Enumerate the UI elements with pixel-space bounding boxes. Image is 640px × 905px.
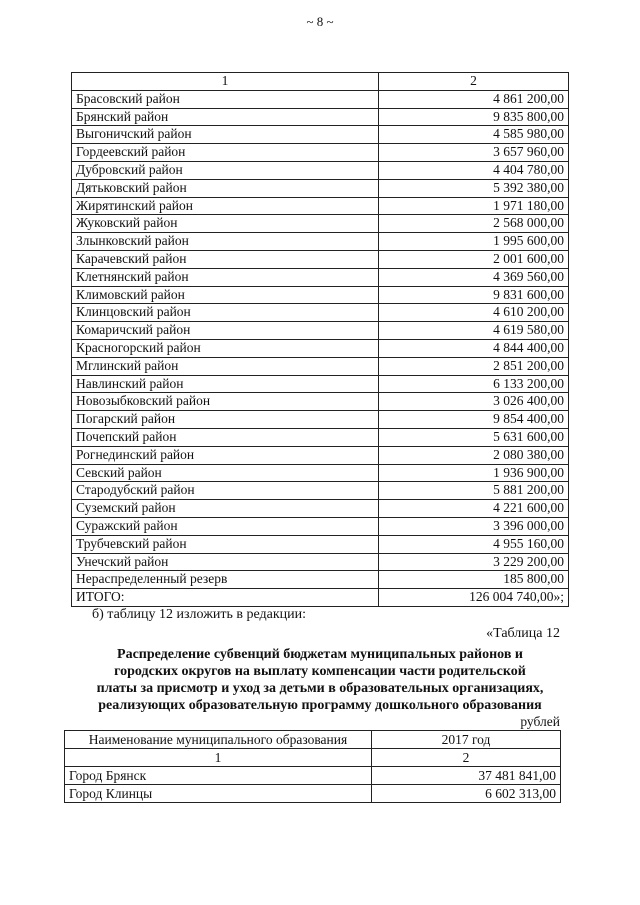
municipality-name: Город Клинцы bbox=[65, 785, 372, 803]
column-header-name: Наименование муниципального образования bbox=[65, 731, 372, 749]
amount-value: 9 854 400,00 bbox=[379, 411, 569, 429]
heading-line: платы за присмотр и уход за детьми в образовательных организациях, bbox=[96, 681, 544, 696]
amount-value: 1 971 180,00 bbox=[379, 197, 569, 215]
district-name: Суражский район bbox=[72, 517, 379, 535]
city-compensation-table bbox=[64, 730, 561, 803]
column-number-row bbox=[65, 749, 561, 767]
page-number: ~ 8 ~ bbox=[306, 14, 334, 29]
table-row bbox=[72, 357, 569, 375]
amount-value: 5 392 380,00 bbox=[379, 179, 569, 197]
heading-line: реализующих образовательную программу дошкольного образования bbox=[98, 698, 542, 713]
amount-value: 1 995 600,00 bbox=[379, 233, 569, 251]
district-name: Карачевский район bbox=[72, 250, 379, 268]
heading-line: Распределение субвенций бюджетам муниципальных районов и bbox=[117, 647, 523, 662]
district-name: Унечский район bbox=[72, 553, 379, 571]
amount-value: 9 831 600,00 bbox=[379, 286, 569, 304]
amount-value: 6 602 313,00 bbox=[372, 785, 561, 803]
table-row bbox=[72, 108, 569, 126]
amount-value: 3 026 400,00 bbox=[379, 393, 569, 411]
table-row bbox=[65, 785, 561, 803]
amount-value: 2 080 380,00 bbox=[379, 446, 569, 464]
table-row bbox=[72, 322, 569, 340]
table-row bbox=[72, 90, 569, 108]
table-row bbox=[72, 179, 569, 197]
amount-value: 126 004 740,00»; bbox=[379, 589, 569, 607]
district-name: Комаричский район bbox=[72, 322, 379, 340]
table-label: «Таблица 12 bbox=[486, 626, 560, 641]
amount-value: 4 369 560,00 bbox=[379, 268, 569, 286]
table-row bbox=[72, 446, 569, 464]
district-name: Брасовский район bbox=[72, 90, 379, 108]
table-heading bbox=[70, 646, 570, 714]
table-row bbox=[72, 197, 569, 215]
table-row bbox=[72, 500, 569, 518]
column-number-1: 1 bbox=[65, 749, 372, 767]
amount-value: 4 619 580,00 bbox=[379, 322, 569, 340]
table-row bbox=[72, 393, 569, 411]
district-name: Жирятинский район bbox=[72, 197, 379, 215]
district-name: Красногорский район bbox=[72, 339, 379, 357]
table-row bbox=[72, 411, 569, 429]
table-row bbox=[72, 215, 569, 233]
table-row bbox=[72, 233, 569, 251]
district-name: ИТОГО: bbox=[72, 589, 379, 607]
table-row bbox=[72, 482, 569, 500]
table-row bbox=[72, 339, 569, 357]
district-name: Суземский район bbox=[72, 500, 379, 518]
district-name: Стародубский район bbox=[72, 482, 379, 500]
amount-value: 4 955 160,00 bbox=[379, 535, 569, 553]
district-name: Почепский район bbox=[72, 428, 379, 446]
table-row bbox=[72, 571, 569, 589]
amount-value: 2 001 600,00 bbox=[379, 250, 569, 268]
table-row bbox=[72, 553, 569, 571]
district-name: Севский район bbox=[72, 464, 379, 482]
table-row bbox=[72, 375, 569, 393]
amount-value: 5 881 200,00 bbox=[379, 482, 569, 500]
district-name: Дятьковский район bbox=[72, 179, 379, 197]
district-name: Брянский район bbox=[72, 108, 379, 126]
table-header-row bbox=[72, 73, 569, 91]
amount-value: 4 404 780,00 bbox=[379, 161, 569, 179]
amount-value: 5 631 600,00 bbox=[379, 428, 569, 446]
unit-label: рублей bbox=[520, 714, 560, 729]
amount-value: 2 851 200,00 bbox=[379, 357, 569, 375]
amount-value: 4 610 200,00 bbox=[379, 304, 569, 322]
district-name: Жуковский район bbox=[72, 215, 379, 233]
district-name: Климовский район bbox=[72, 286, 379, 304]
table-row bbox=[72, 268, 569, 286]
amount-value: 1 936 900,00 bbox=[379, 464, 569, 482]
amount-value: 4 585 980,00 bbox=[379, 126, 569, 144]
district-name: Трубчевский район bbox=[72, 535, 379, 553]
table-row bbox=[72, 144, 569, 162]
district-name: Дубровский район bbox=[72, 161, 379, 179]
amount-value: 6 133 200,00 bbox=[379, 375, 569, 393]
district-name: Погарский район bbox=[72, 411, 379, 429]
amount-value: 3 229 200,00 bbox=[379, 553, 569, 571]
amount-value: 9 835 800,00 bbox=[379, 108, 569, 126]
district-name: Злынковский район bbox=[72, 233, 379, 251]
column-number-1: 1 bbox=[72, 73, 379, 91]
district-name: Нераспределенный резерв bbox=[72, 571, 379, 589]
amount-value: 4 221 600,00 bbox=[379, 500, 569, 518]
amount-value: 185 800,00 bbox=[379, 571, 569, 589]
district-subsidy-table bbox=[71, 72, 569, 607]
table-row bbox=[72, 517, 569, 535]
amount-value: 4 844 400,00 bbox=[379, 339, 569, 357]
column-number-2: 2 bbox=[379, 73, 569, 91]
amount-value: 3 657 960,00 bbox=[379, 144, 569, 162]
table-row bbox=[72, 250, 569, 268]
table-row bbox=[72, 304, 569, 322]
amount-value: 2 568 000,00 bbox=[379, 215, 569, 233]
amount-value: 4 861 200,00 bbox=[379, 90, 569, 108]
district-name: Гордеевский район bbox=[72, 144, 379, 162]
district-name: Рогнединский район bbox=[72, 446, 379, 464]
heading-line: городских округов на выплату компенсации части родительской bbox=[114, 664, 526, 679]
table-row bbox=[72, 428, 569, 446]
table-row bbox=[72, 161, 569, 179]
table-row bbox=[72, 589, 569, 607]
amendment-item-b: б) таблицу 12 изложить в редакции: bbox=[92, 607, 307, 622]
district-name: Навлинский район bbox=[72, 375, 379, 393]
table-header-row bbox=[65, 731, 561, 749]
amount-value: 3 396 000,00 bbox=[379, 517, 569, 535]
table-row bbox=[65, 767, 561, 785]
amount-value: 37 481 841,00 bbox=[372, 767, 561, 785]
municipality-name: Город Брянск bbox=[65, 767, 372, 785]
table-row bbox=[72, 464, 569, 482]
district-name: Мглинский район bbox=[72, 357, 379, 375]
column-header-year: 2017 год bbox=[372, 731, 561, 749]
district-name: Клинцовский район bbox=[72, 304, 379, 322]
table-row bbox=[72, 126, 569, 144]
district-name: Клетнянский район bbox=[72, 268, 379, 286]
district-name: Новозыбковский район bbox=[72, 393, 379, 411]
column-number-2: 2 bbox=[372, 749, 561, 767]
district-name: Выгоничский район bbox=[72, 126, 379, 144]
table-row bbox=[72, 535, 569, 553]
table-row bbox=[72, 286, 569, 304]
